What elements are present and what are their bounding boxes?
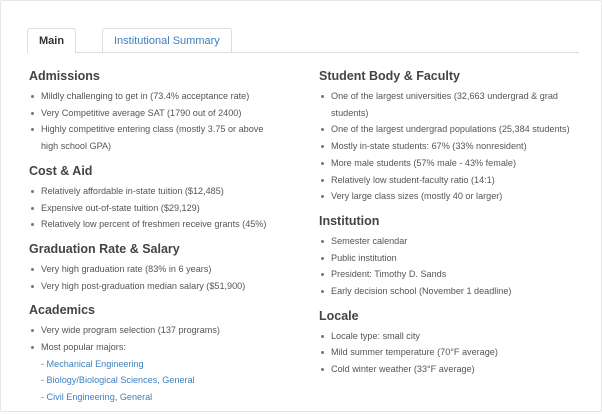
- list-item: One of the largest universities (32,663 undergrad & grad: [319, 88, 589, 105]
- list-item: More male students (57% male - 43% female): [319, 155, 589, 172]
- list-item: Very Competitive average SAT (1790 out of 2400): [29, 105, 299, 122]
- list-item: One of the largest undergrad populations (25,384 students): [319, 121, 589, 138]
- list-item: Highly competitive entering class (mostly 3.75 or above: [29, 121, 299, 138]
- list-item: Expensive out-of-state tuition ($29,129): [29, 200, 299, 217]
- list-item: Very high graduation rate (83% in 6 years): [29, 261, 299, 278]
- locale-list: [319, 328, 589, 378]
- major-link-mechanical-engineering[interactable]: - Mechanical Engineering: [41, 358, 144, 369]
- major-link-biology[interactable]: - Biology/Biological Sciences, General: [41, 375, 195, 386]
- list-item: Relatively low student-faculty ratio (14:1): [319, 172, 589, 189]
- list-item: Mostly in-state students: 67% (33% nonresident): [319, 138, 589, 155]
- list-item-continuation: students): [331, 107, 369, 118]
- list-item: Mildly challenging to get in (73.4% acceptance rate): [29, 88, 299, 105]
- list-item: Public institution: [319, 250, 589, 267]
- academics-heading: Academics: [29, 303, 96, 318]
- admissions-heading: Admissions: [29, 69, 100, 83]
- graduation-list: [29, 261, 299, 294]
- list-item: Locale type: small city: [319, 328, 589, 345]
- list-item-continuation: high school GPA): [41, 141, 112, 152]
- right-column: [319, 68, 589, 386]
- major-link-civil-engineering[interactable]: - Civil Engineering, General: [41, 392, 153, 403]
- list-item: President: Timothy D. Sands: [319, 266, 589, 283]
- student-body-list: [319, 88, 589, 205]
- tab-bar: [27, 28, 579, 53]
- admissions-list: [29, 88, 299, 155]
- list-item: Most popular majors:: [29, 339, 299, 356]
- list-item: Relatively low percent of freshmen receive grants (45%): [29, 216, 299, 233]
- list-item: Mild summer temperature (70°F average): [319, 344, 589, 361]
- list-item: Very large class sizes (mostly 40 or larger): [319, 188, 589, 205]
- list-item: Relatively affordable in-state tuition ($12,485): [29, 183, 299, 200]
- list-item: Early decision school (November 1 deadline): [319, 283, 589, 300]
- cost-aid-heading: Cost & Aid: [29, 163, 93, 178]
- institution-list: [319, 233, 589, 300]
- graduation-heading: Graduation Rate & Salary: [29, 241, 180, 256]
- tab-institutional-summary[interactable]: Institutional Summary: [102, 28, 232, 52]
- institution-heading: Institution: [319, 213, 380, 228]
- list-item: Semester calendar: [319, 233, 589, 250]
- list-item: Very wide program selection (137 programs): [29, 322, 299, 339]
- tab-main[interactable]: Main: [27, 28, 76, 53]
- student-body-heading: Student Body & Faculty: [319, 69, 460, 83]
- list-item: Cold winter weather (33°F average): [319, 361, 589, 378]
- academics-list: [29, 322, 299, 406]
- left-column: [29, 68, 299, 414]
- cost-aid-list: [29, 183, 299, 233]
- locale-heading: Locale: [319, 308, 359, 323]
- list-item: Very high post-graduation median salary ($51,900): [29, 278, 299, 295]
